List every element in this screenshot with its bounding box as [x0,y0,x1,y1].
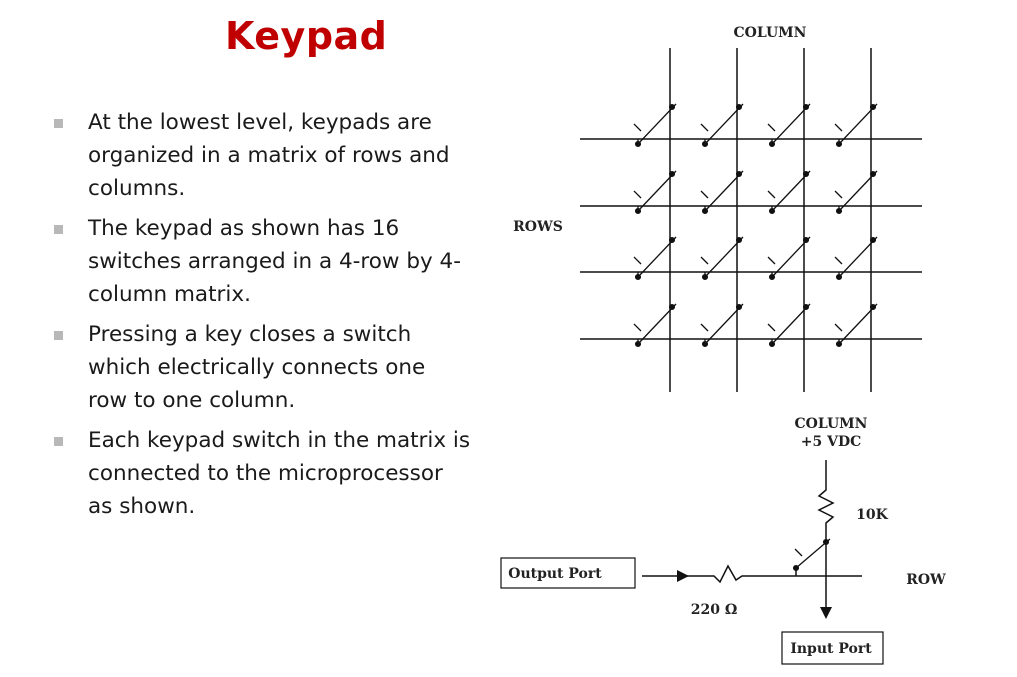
row-label: ROW [906,572,946,588]
bullet-line: connected to the microprocessor [88,461,443,486]
supply-voltage-label: +5 VDC [800,434,862,450]
series-resistor-label: 220 Ω [690,602,738,618]
keypad-switch [794,539,830,570]
bullet-line: organized in a matrix of rows and [88,143,450,168]
slide-title: Keypad [225,14,388,58]
matrix-rows-label: ROWS [513,219,563,235]
bullet-line: as shown. [88,494,196,519]
series-resistor [686,566,862,582]
bullet-line: At the lowest level, keypads are [88,110,432,135]
pullup-resistor-label: 10K [856,507,888,523]
bullet-line: which electrically connects one [88,355,426,380]
bullet-line: Pressing a key closes a switch [88,322,412,347]
bullet-line: column matrix. [88,282,251,307]
bullet-line: columns. [88,176,186,201]
bullet-line: row to one column. [88,388,296,413]
keypad-matrix [580,48,922,392]
circuit-column-label: COLUMN [794,416,868,432]
bullet-line: Each keypad switch in the matrix is [88,428,471,453]
matrix-column-label: COLUMN [733,25,807,41]
input-port-label: Input Port [790,641,872,657]
output-port-label: Output Port [508,566,602,582]
bullet-line: The keypad as shown has 16 [88,216,400,241]
bullet-line: switches arranged in a 4-row by 4- [88,249,461,274]
